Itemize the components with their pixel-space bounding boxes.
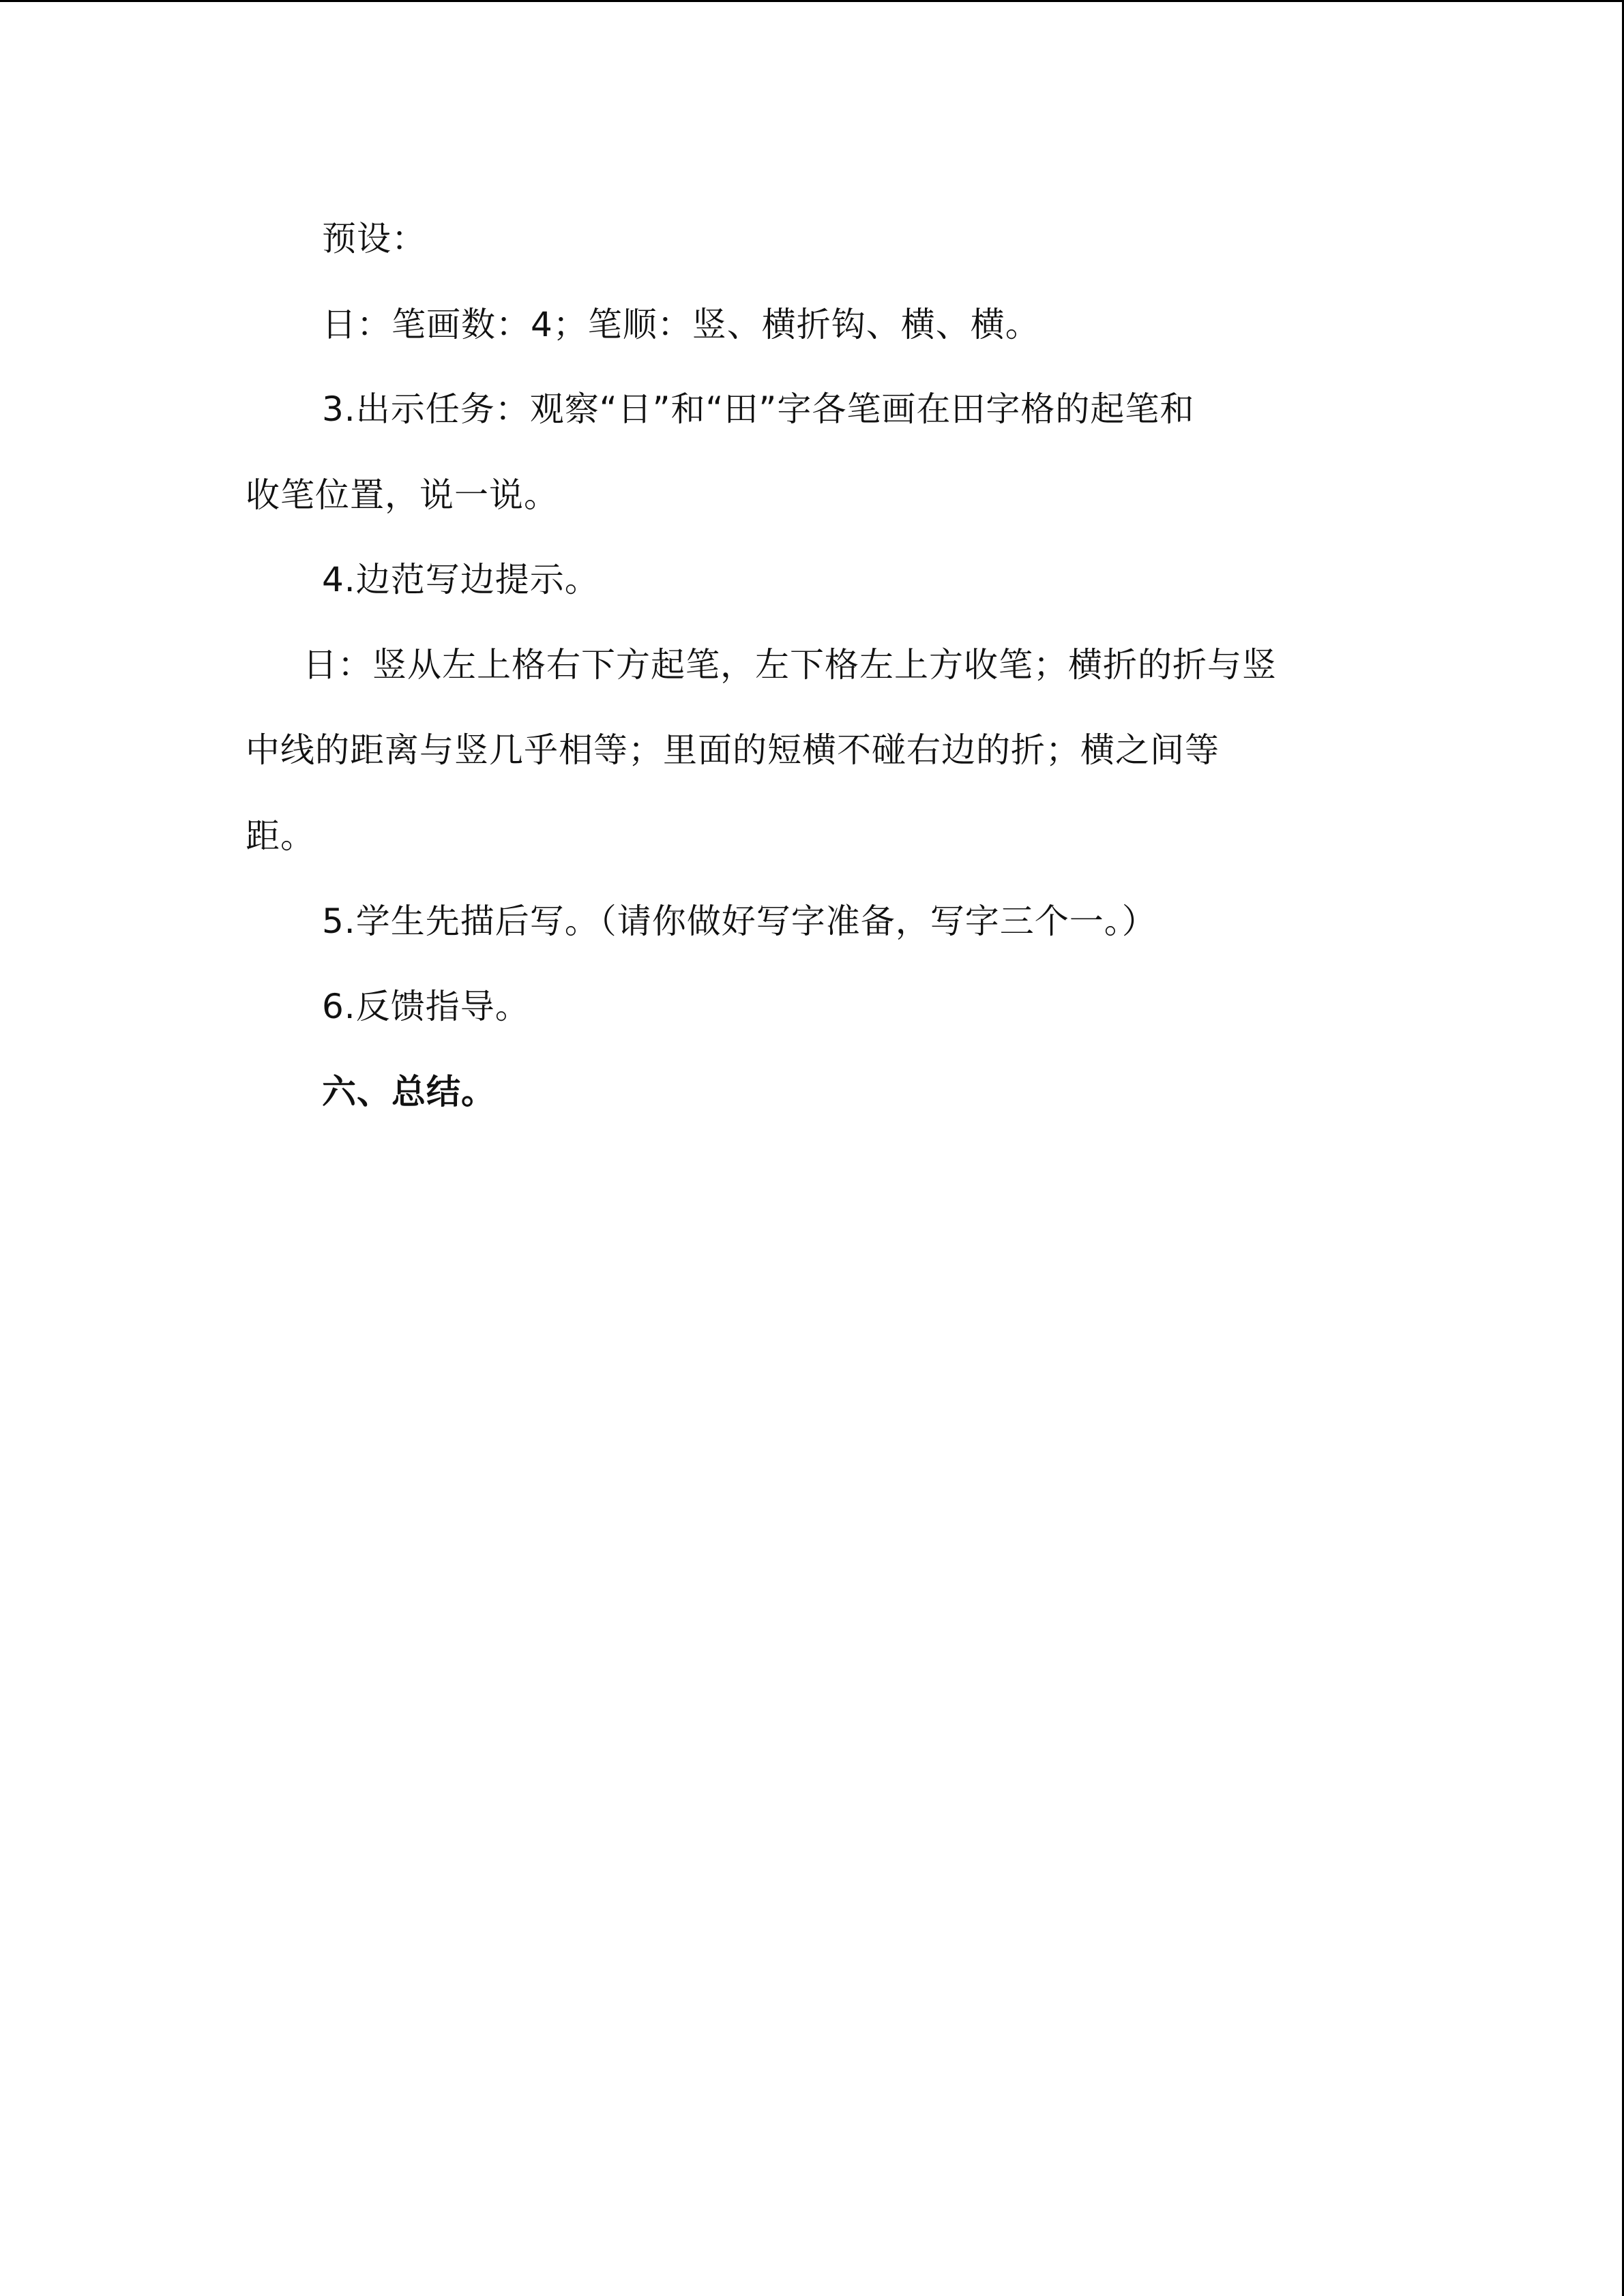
paragraph-stroke-info: 日：笔画数：4；笔顺：竖、横折钩、横、横。 (322, 305, 1040, 344)
section-heading-summary: 六、总结。 (322, 1072, 496, 1112)
paragraph-preset: 预设： (322, 219, 426, 258)
paragraph-task-4: 4.边范写边提示。 (322, 560, 600, 599)
paragraph-task-3: 3.出示任务：观察“日”和“田”字各笔画在田字格的起笔和 (322, 389, 1195, 429)
paragraph-task-5: 5.学生先描后写。（请你做好写字准备，写字三个一。） (322, 901, 1157, 941)
paragraph-task-6: 6.反馈指导。 (322, 987, 530, 1026)
paragraph-writing-tips: 日：竖从左上格右下方起笔，左下格左上方收笔；横折的折与竖 (303, 645, 1277, 685)
paragraph-writing-tips-end: 距。 (246, 816, 315, 856)
paragraph-writing-tips-continued: 中线的距离与竖几乎相等；里面的短横不碰右边的折；横之间等 (246, 730, 1220, 770)
paragraph-task-3-continued: 收笔位置，说一说。 (246, 475, 559, 515)
page-top-border (0, 0, 1624, 2)
